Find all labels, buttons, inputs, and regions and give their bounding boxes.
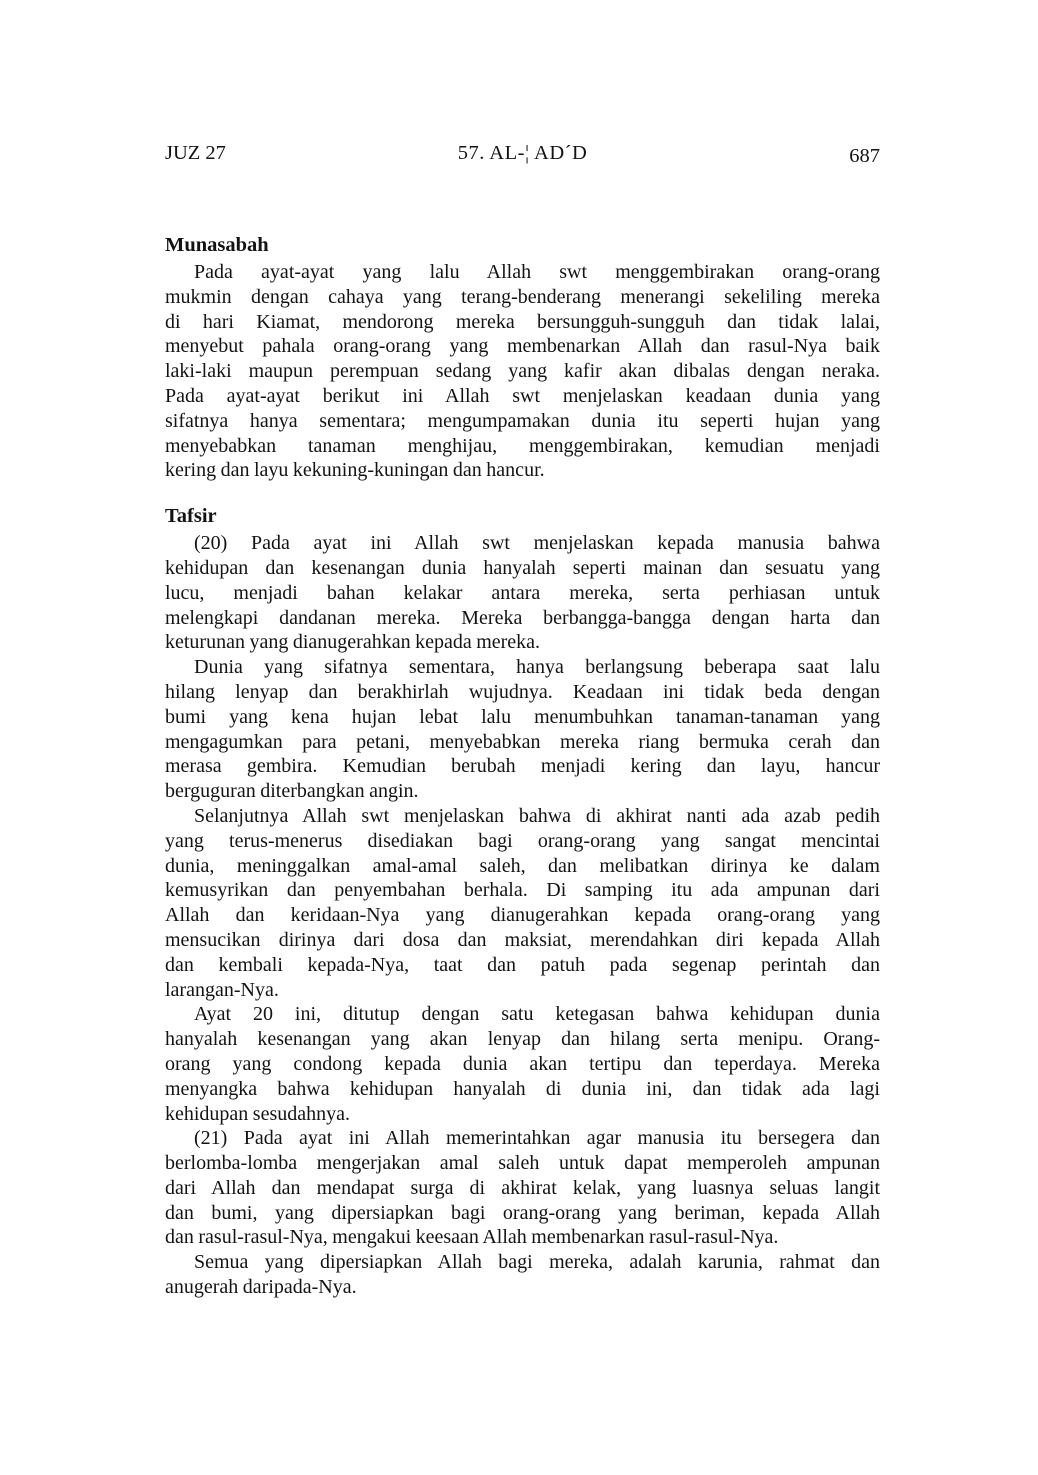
text-line: sifatnya hanya sementara; mengumpamakan dunia itu seperti hujan yang <box>165 409 880 432</box>
text-line: melengkapi dandanan mereka. Mereka berbangga-bangga dengan harta dan <box>165 606 880 629</box>
paragraph <box>165 260 880 483</box>
text-line: hilang lenyap dan berakhirlah wujudnya. Keadaan ini tidak beda dengan <box>165 680 880 703</box>
text-line: Allah dan keridaan-Nya yang dianugerahkan kepada orang-orang yang <box>165 904 880 927</box>
paragraph <box>165 1002 880 1126</box>
text-line: Selanjutnya Allah swt menjelaskan bahwa di akhirat nanti ada azab pedih <box>194 804 880 827</box>
text-line: dari Allah dan mendapat surga di akhirat kelak, yang luasnya seluas langit <box>165 1176 880 1199</box>
text-line: mensucikan dirinya dari dosa dan maksiat, merendahkan diri kepada Allah <box>165 928 880 951</box>
text-line: kehidupan dan kesenangan dunia hanyalah seperti mainan dan sesuatu yang <box>165 556 880 579</box>
text-line: hanyalah kesenangan yang akan lenyap dan hilang serta menipu. Orang- <box>165 1028 880 1051</box>
page-header <box>165 141 880 166</box>
surah-title: 57. AL-¦ AD´D <box>457 142 588 164</box>
text-line: yang terus-menerus disediakan bagi orang-orang yang sangat mencintai <box>165 829 880 852</box>
text-line: kehidupan sesudahnya. <box>165 1102 351 1125</box>
text-line: (20) Pada ayat ini Allah swt menjelaskan kepada manusia bahwa <box>194 532 880 555</box>
munasabah-body <box>165 260 880 483</box>
juz-label: JUZ 27 <box>165 142 226 164</box>
paragraph <box>165 804 880 1002</box>
text-line: menyebut pahala orang-orang yang membenarkan Allah dan rasul-Nya baik <box>165 335 880 358</box>
text-line: dunia, meninggalkan amal-amal saleh, dan melibatkan dirinya ke dalam <box>165 854 880 877</box>
tafsir-heading: Tafsir <box>165 505 217 528</box>
text-line: bumi yang kena hujan lebat lalu menumbuhkan tanaman-tanaman yang <box>165 705 880 728</box>
text-line: merasa gembira. Kemudian berubah menjadi kering dan layu, hancur <box>165 755 880 778</box>
paragraph <box>165 531 880 655</box>
text-line: orang yang condong kepada dunia akan tertipu dan teperdaya. Mereka <box>165 1052 880 1075</box>
text-line: dan rasul-rasul-Nya, mengakui keesaan Allah membenarkan rasul-rasul-Nya. <box>165 1226 779 1249</box>
text-line: Semua yang dipersiapkan Allah bagi mereka, adalah karunia, rahmat dan <box>194 1251 880 1274</box>
text-line: mukmin dengan cahaya yang terang-benderang menerangi sekeliling mereka <box>165 285 880 308</box>
text-line: keturunan yang dianugerahkan kepada mereka. <box>165 631 541 654</box>
text-line: Ayat 20 ini, ditutup dengan satu ketegasan bahwa kehidupan dunia <box>194 1003 880 1026</box>
text-line: menyebabkan tanaman menghijau, menggembirakan, kemudian menjadi <box>165 434 880 457</box>
text-line: larangan-Nya. <box>165 978 279 1001</box>
tafsir-body <box>165 531 880 1300</box>
page-number: 687 <box>849 145 880 167</box>
section-munasabah <box>165 233 880 483</box>
text-line: Pada ayat-ayat yang lalu Allah swt menggembirakan orang-orang <box>194 261 880 283</box>
munasabah-heading: Munasabah <box>165 234 269 256</box>
text-line: dan bumi, yang dipersiapkan bagi orang-orang yang beriman, kepada Allah <box>165 1201 880 1224</box>
text-line: lucu, menjadi bahan kelakar antara mereka, serta perhiasan untuk <box>165 581 880 604</box>
text-line: berlomba-lomba mengerjakan amal saleh untuk dapat memperoleh ampunan <box>165 1152 880 1175</box>
text-line: (21) Pada ayat ini Allah memerintahkan agar manusia itu bersegera dan <box>194 1127 880 1150</box>
text-line: Pada ayat-ayat berikut ini Allah swt menjelaskan keadaan dunia yang <box>165 384 880 407</box>
section-tafsir <box>165 504 880 1300</box>
text-line: berguguran diterbangkan angin. <box>165 780 419 803</box>
paragraph <box>165 655 880 804</box>
text-line: anugerah daripada-Nya. <box>165 1276 357 1299</box>
text-line: di hari Kiamat, mendorong mereka bersungguh-sungguh dan tidak lalai, <box>165 310 880 333</box>
text-line: laki-laki maupun perempuan sedang yang kafir akan dibalas dengan neraka. <box>165 360 880 383</box>
paragraph <box>165 1126 880 1250</box>
text-line: mengagumkan para petani, menyebabkan mereka riang bermuka cerah dan <box>165 730 880 753</box>
paragraph <box>165 1250 880 1300</box>
text-line: Dunia yang sifatnya sementara, hanya berlangsung beberapa saat lalu <box>194 656 880 679</box>
text-line: menyangka bahwa kehidupan hanyalah di dunia ini, dan tidak ada lagi <box>165 1077 880 1100</box>
text-line: dan kembali kepada-Nya, taat dan patuh pada segenap perintah dan <box>165 953 880 976</box>
text-line: kering dan layu kekuning-kuningan dan hancur. <box>165 459 545 482</box>
text-line: kemusyrikan dan penyembahan berhala. Di samping itu ada ampunan dari <box>165 879 880 902</box>
